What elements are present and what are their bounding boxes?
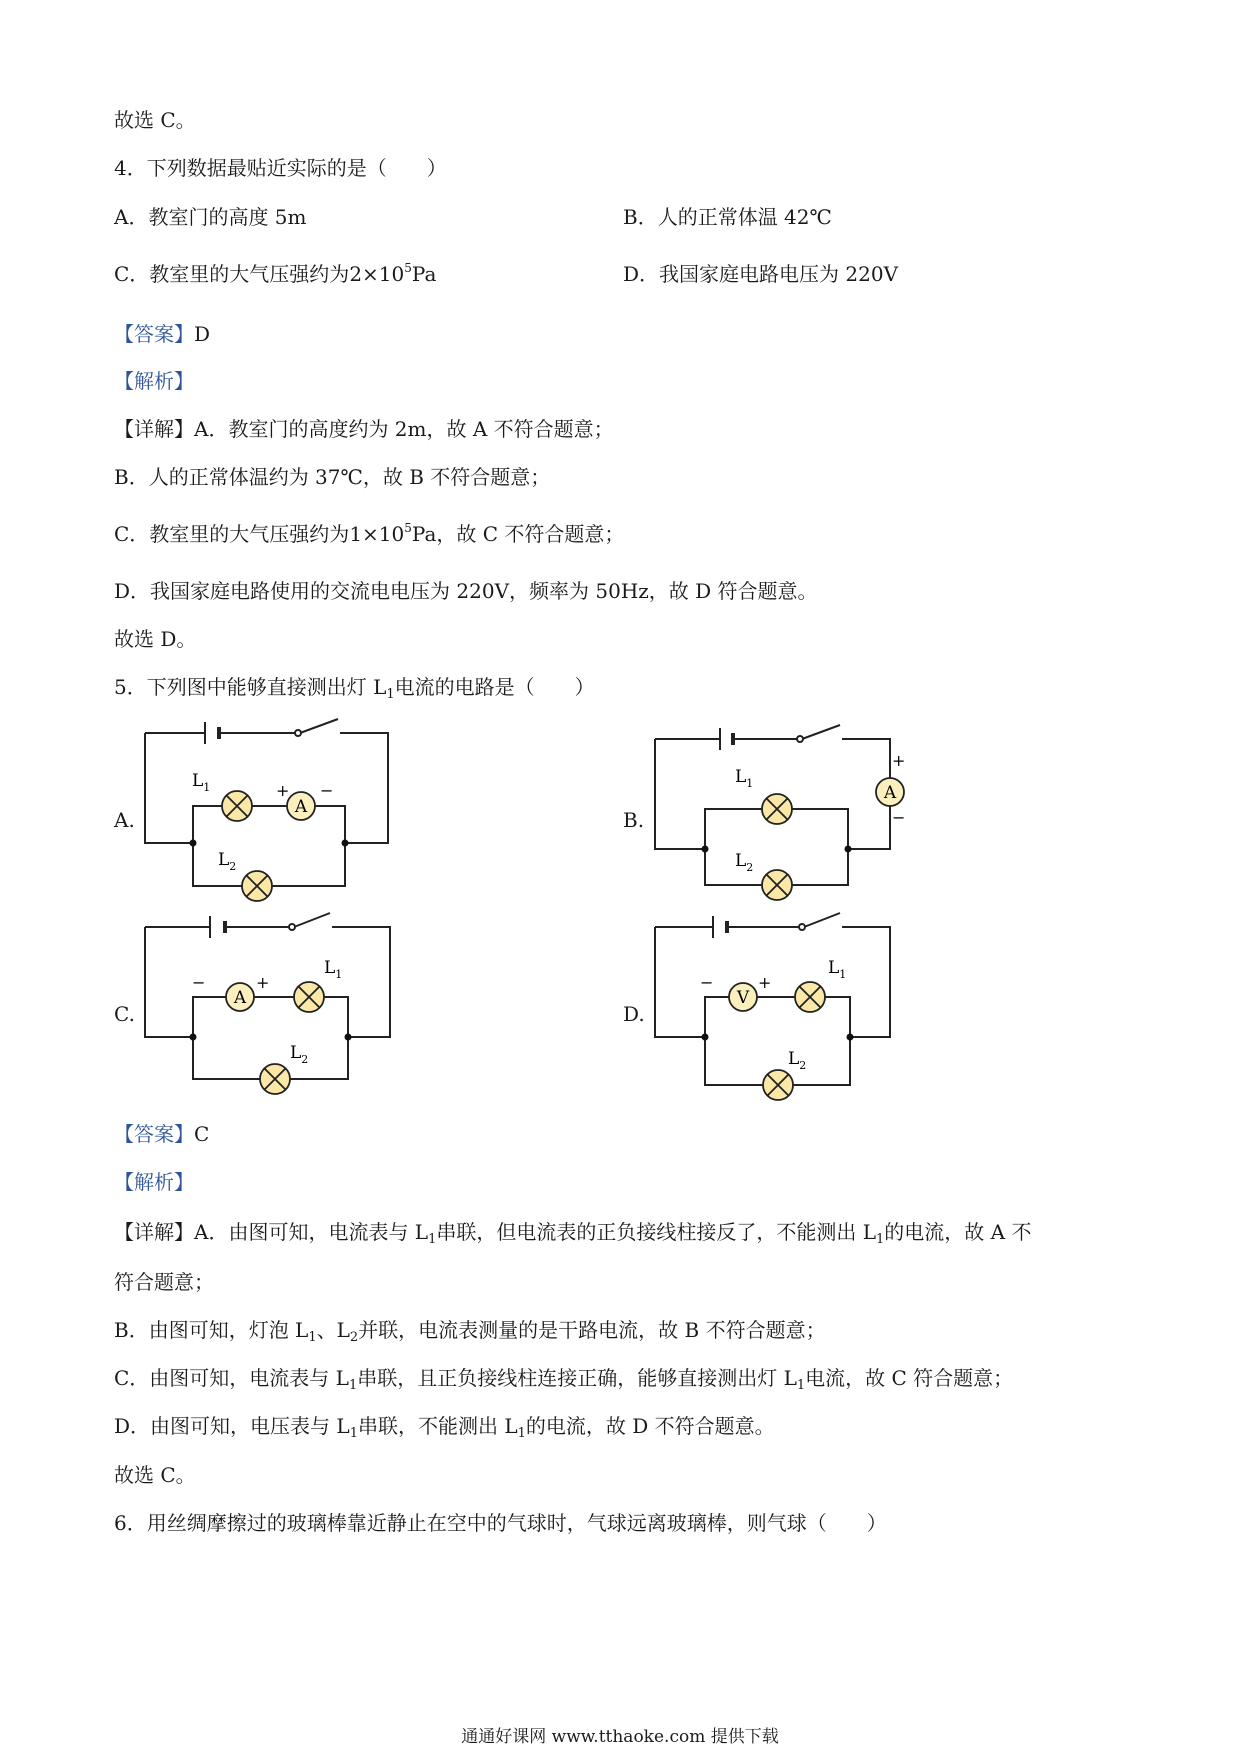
terminal-plus: + <box>758 973 772 992</box>
q4-detail-c: C．教室里的大气压强约为$1\times 10^5Pa$，故 C 不符合题意； <box>114 521 625 546</box>
q4-option-c-text: C．教室里的大气压强约为 <box>114 262 350 286</box>
q5-answer <box>114 1120 209 1148</box>
junction-dot <box>702 846 709 853</box>
ammeter-icon <box>226 983 254 1011</box>
terminal-plus: + <box>892 751 906 770</box>
q5-conclusion: 故选 C。 <box>114 1463 196 1487</box>
junction-dot <box>845 846 852 853</box>
terminal-plus: + <box>276 781 290 800</box>
junction-dot <box>342 840 349 847</box>
q4-answer <box>114 320 210 348</box>
voltmeter-icon <box>729 983 757 1011</box>
lamp-l1-label: $L_1$ <box>192 771 211 794</box>
q4-option-c-unit: Pa <box>411 262 437 286</box>
lamp-l2-icon <box>762 870 792 900</box>
circuit-diagram-c <box>140 906 405 1106</box>
q5-option-a-letter: A. <box>114 808 135 832</box>
q4-detail-c-math: $1\times 10^5$ <box>349 521 412 546</box>
switch-blade <box>300 719 338 733</box>
switch-pivot <box>295 730 301 736</box>
junction-dot <box>190 1034 197 1041</box>
detail-tag: 【详解】 <box>114 417 194 441</box>
lamp-l1-label: $L_1$ <box>828 958 847 981</box>
lamp-l2-label: $L_2$ <box>218 850 237 873</box>
terminal-minus: − <box>192 973 206 992</box>
junction-dot <box>847 1034 854 1041</box>
q4-analysis <box>114 367 194 395</box>
lamp-l1-label: $L_1$ <box>324 958 343 981</box>
ammeter-icon <box>876 778 904 806</box>
lamp-l2-icon <box>242 871 272 901</box>
ammeter-icon <box>287 792 315 820</box>
lamp-l2-label: $L_2$ <box>735 851 754 874</box>
svg-text:A: A <box>294 797 308 817</box>
lamp-l1-icon <box>222 791 252 821</box>
q5-option-c-letter: C. <box>114 1002 135 1026</box>
q4-option-c-math: $2\times 10^5$ <box>349 261 412 286</box>
answer-value: C <box>194 1122 210 1146</box>
circuit-diagram-d <box>650 906 915 1106</box>
junction-dot <box>702 1034 709 1041</box>
q4-detail-b: B．人的正常体温约为 37℃，故 B 不符合题意； <box>114 465 551 489</box>
lamp-l2-label: $L_2$ <box>290 1043 309 1066</box>
junction-dot <box>345 1034 352 1041</box>
svg-text:A: A <box>233 988 247 1008</box>
q6-stem: 6．用丝绸摩擦过的玻璃棒靠近静止在空中的气球时，气球远离玻璃棒，则气球（ ） <box>114 1511 887 1535</box>
page-footer: 通通好课网 www.tthaoke.com 提供下载 <box>461 1727 779 1747</box>
lamp-l1-label: $L_1$ <box>735 767 754 790</box>
answer-tag: 【答案】 <box>114 1122 194 1146</box>
svg-text:V: V <box>736 988 750 1008</box>
circuit-diagram-a <box>140 712 400 902</box>
analysis-tag: 【解析】 <box>114 1170 194 1194</box>
q5-detail-c: C．由图可知，电流表与 $L_1$串联，且正负接线柱连接正确，能够直接测出灯 $L_1$电流，故 C 符合题意； <box>114 1366 1014 1393</box>
lamp-l1-icon <box>795 982 825 1012</box>
prev-conclusion: 故选 C。 <box>114 108 196 132</box>
analysis-tag: 【解析】 <box>114 369 194 393</box>
answer-value: D <box>194 322 211 346</box>
lamp-l1-icon <box>762 794 792 824</box>
q5-stem: 5．下列图中能够直接测出灯 $L_1$电流的电路是（ ） <box>114 675 595 702</box>
q5-analysis <box>114 1168 194 1196</box>
q5-detail-a-cont: 符合题意； <box>114 1270 214 1294</box>
q5-detail-d: D．由图可知，电压表与 $L_1$串联，不能测出 $L_1$的电流，故 D 不符合题意。 <box>114 1414 775 1441</box>
circuit-diagram-b <box>650 718 920 908</box>
lamp-l2-icon <box>260 1064 290 1094</box>
q4-stem: 4．下列数据最贴近实际的是（ ） <box>114 156 447 180</box>
junction-dot <box>190 840 197 847</box>
terminal-minus: − <box>700 973 714 992</box>
q5-detail-b: B．由图可知，灯泡 $L_1$、$L_2$并联，电流表测量的是干路电流，故 B 不符合题意； <box>114 1318 826 1345</box>
lamp-l2-icon <box>763 1070 793 1100</box>
svg-text:A: A <box>883 783 897 803</box>
q4-option-b: B．人的正常体温 42℃ <box>623 205 832 229</box>
q5-detail-a: 【详解】A．由图可知，电流表与 $L_1$串联，但电流表的正负接线柱接反了，不能测出 $L_1$的电流，故 A 不 <box>114 1220 1032 1247</box>
q4-option-d: D．我国家庭电路电压为 220V <box>623 262 899 286</box>
q4-option-c <box>114 260 436 288</box>
q4-detail-d: D．我国家庭电路使用的交流电电压为 220V，频率为 50Hz，故 D 符合题意。 <box>114 579 818 603</box>
lamp-l1-icon <box>294 982 324 1012</box>
lamp-l2-label: $L_2$ <box>788 1049 807 1072</box>
terminal-plus: + <box>256 973 270 992</box>
terminal-minus: − <box>320 781 334 800</box>
q4-conclusion: 故选 D。 <box>114 627 197 651</box>
terminal-minus: − <box>892 808 906 827</box>
detail-tag: 【详解】 <box>114 1220 194 1244</box>
q5-option-d-letter: D. <box>623 1002 645 1026</box>
answer-tag: 【答案】 <box>114 322 194 346</box>
q4-option-a: A．教室门的高度 5m <box>114 205 307 229</box>
q4-detail-a: 【详解】A．教室门的高度约为 2m，故 A 不符合题意； <box>114 417 614 441</box>
q5-option-b-letter: B. <box>623 808 645 832</box>
